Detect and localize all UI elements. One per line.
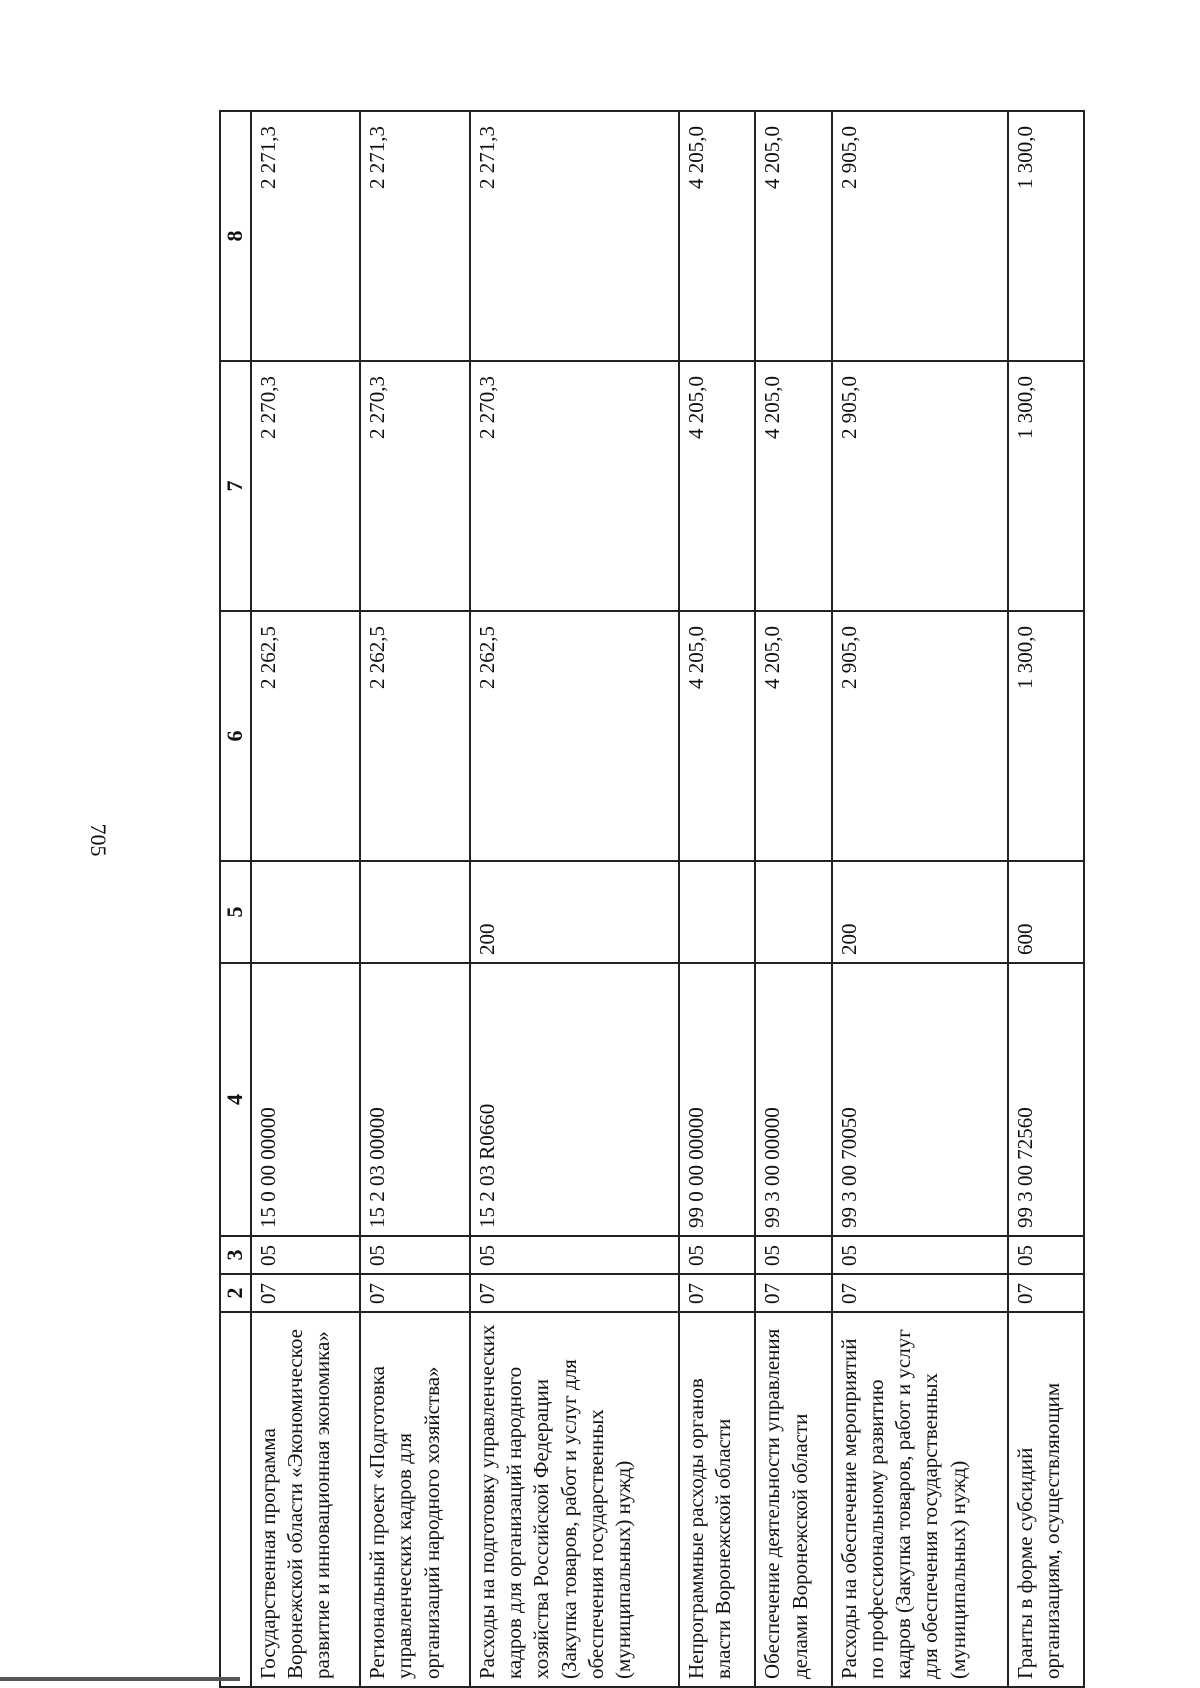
row-section-code: 07 xyxy=(251,1274,361,1312)
table-row xyxy=(1008,111,1084,1687)
row-amount-3: 1 300,0 xyxy=(1008,111,1084,361)
row-target-code: 99 0 00 00000 xyxy=(679,963,755,1236)
row-target-code: 15 2 03 R0660 xyxy=(470,963,679,1236)
table-row xyxy=(755,111,831,1687)
row-target-code: 99 3 00 70050 xyxy=(832,963,1008,1236)
row-expense-type: 200 xyxy=(470,861,679,963)
table-row xyxy=(360,111,470,1687)
header-cell-8: 8 xyxy=(220,111,251,361)
row-description: Государственная программа Воронежской области «Экономическое развитие и инновационная экономика» xyxy=(251,1312,361,1687)
scan-artifact-line xyxy=(0,1677,240,1681)
row-amount-2: 1 300,0 xyxy=(1008,361,1084,611)
row-amount-3: 2 271,3 xyxy=(470,111,679,361)
header-row xyxy=(220,111,251,1687)
row-target-code: 99 3 00 72560 xyxy=(1008,963,1084,1236)
header-cell-3: 3 xyxy=(220,1236,251,1274)
page-number: 705 xyxy=(86,823,111,857)
row-amount-2: 2 270,3 xyxy=(251,361,361,611)
row-description: Обеспечение деятельности управления делами Воронежской области xyxy=(755,1312,831,1687)
row-amount-3: 4 205,0 xyxy=(755,111,831,361)
row-amount-2: 2 270,3 xyxy=(360,361,470,611)
table-row xyxy=(679,111,755,1687)
header-cell-7: 7 xyxy=(220,361,251,611)
row-subsection-code: 05 xyxy=(360,1236,470,1274)
row-amount-2: 2 905,0 xyxy=(832,361,1008,611)
table-row xyxy=(251,111,361,1687)
row-section-code: 07 xyxy=(360,1274,470,1312)
row-expense-type xyxy=(755,861,831,963)
table-row xyxy=(470,111,679,1687)
header-cell-6: 6 xyxy=(220,611,251,861)
row-section-code: 07 xyxy=(755,1274,831,1312)
row-amount-3: 2 271,3 xyxy=(360,111,470,361)
row-target-code: 15 0 00 00000 xyxy=(251,963,361,1236)
row-description: Непрограммные расходы органов власти Воронежской области xyxy=(679,1312,755,1687)
header-cell-1 xyxy=(220,1312,251,1687)
table-row xyxy=(832,111,1008,1687)
row-target-code: 15 2 03 00000 xyxy=(360,963,470,1236)
header-cell-5: 5 xyxy=(220,861,251,963)
row-amount-1: 1 300,0 xyxy=(1008,611,1084,861)
row-section-code: 07 xyxy=(832,1274,1008,1312)
row-amount-1: 2 262,5 xyxy=(470,611,679,861)
row-amount-3: 4 205,0 xyxy=(679,111,755,361)
row-amount-3: 2 905,0 xyxy=(832,111,1008,361)
row-description: Региональный проект «Подготовка управленческих кадров для организаций народного хозяйства» xyxy=(360,1312,470,1687)
row-amount-2: 4 205,0 xyxy=(679,361,755,611)
row-description: Расходы на обеспечение мероприятий по профессиональному развитию кадров (Закупка товаров, работ и услуг для обеспечения государственных (муниципальных) нужд) xyxy=(832,1312,1008,1687)
row-expense-type xyxy=(360,861,470,963)
row-subsection-code: 05 xyxy=(251,1236,361,1274)
row-section-code: 07 xyxy=(470,1274,679,1312)
row-expense-type xyxy=(251,861,361,963)
row-expense-type: 200 xyxy=(832,861,1008,963)
row-amount-1: 4 205,0 xyxy=(755,611,831,861)
header-cell-2: 2 xyxy=(220,1274,251,1312)
row-amount-2: 4 205,0 xyxy=(755,361,831,611)
row-amount-2: 2 270,3 xyxy=(470,361,679,611)
row-amount-1: 2 262,5 xyxy=(360,611,470,861)
row-amount-1: 2 262,5 xyxy=(251,611,361,861)
row-amount-1: 2 905,0 xyxy=(832,611,1008,861)
row-section-code: 07 xyxy=(1008,1274,1084,1312)
row-expense-type: 600 xyxy=(1008,861,1084,963)
row-target-code: 99 3 00 00000 xyxy=(755,963,831,1236)
row-subsection-code: 05 xyxy=(832,1236,1008,1274)
row-subsection-code: 05 xyxy=(755,1236,831,1274)
row-amount-1: 4 205,0 xyxy=(679,611,755,861)
row-section-code: 07 xyxy=(679,1274,755,1312)
budget-table xyxy=(219,110,1085,1688)
row-subsection-code: 05 xyxy=(470,1236,679,1274)
row-expense-type xyxy=(679,861,755,963)
row-description: Расходы на подготовку управленческих кадров для организаций народного хозяйства Российской Федерации (Закупка товаров, работ и услуг для обеспечения государственных (муниципальных) нужд) xyxy=(470,1312,679,1687)
budget-table-container xyxy=(219,112,1085,1688)
row-description: Гранты в форме субсидий организациям, осуществляющим xyxy=(1008,1312,1084,1687)
row-subsection-code: 05 xyxy=(679,1236,755,1274)
header-cell-4: 4 xyxy=(220,963,251,1236)
row-amount-3: 2 271,3 xyxy=(251,111,361,361)
row-subsection-code: 05 xyxy=(1008,1236,1084,1274)
